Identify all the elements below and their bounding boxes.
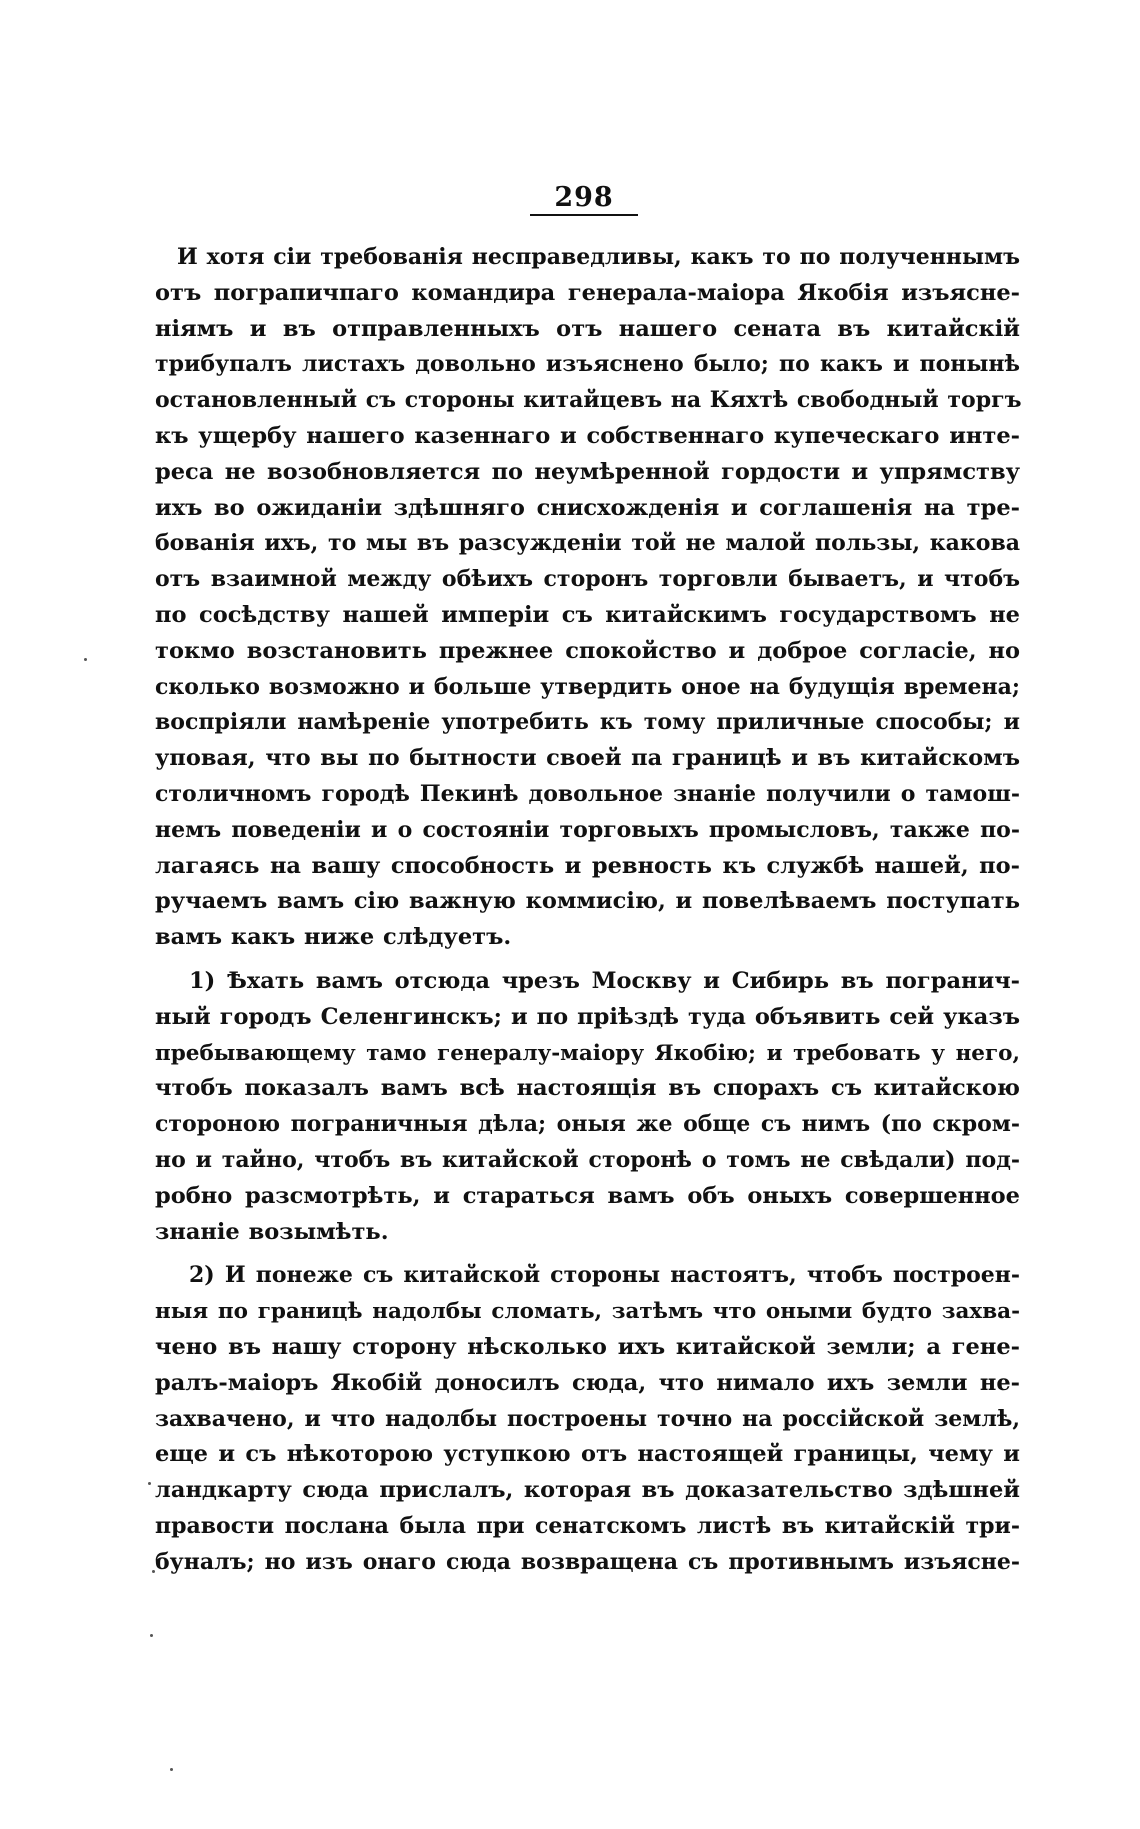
paragraph-item-1	[155, 964, 1020, 1250]
text-line: пребывающему тамо генералу-маіору Якобію; и требовать у него,	[155, 1040, 1020, 1066]
body-text	[155, 240, 1020, 1580]
paragraph-gap	[155, 1250, 1020, 1258]
text-line: захвачено, и что надолбы построены точно на россійской землѣ,	[155, 1405, 1020, 1432]
page-number-rule	[530, 214, 638, 216]
text-line: чено въ нашу сторону нѣсколько ихъ китайской земли; а гене-	[155, 1333, 1020, 1360]
text-line: ралъ-маіоръ Якобій доносилъ сюда, что нимало ихъ земли не-	[155, 1369, 1020, 1396]
text-line: токмо возстановить прежнее спокойство и доброе согласіе, но	[155, 637, 1020, 664]
scan-speck	[150, 1634, 153, 1637]
text-line: воспріяли намѣреніе употребить къ тому приличные способы; и	[155, 709, 1020, 736]
paragraph-item-2	[155, 1258, 1020, 1580]
text-line: робно разсмотрѣть, и стараться вамъ объ оныхъ совершенное	[155, 1182, 1020, 1209]
text-line: ручаемъ вамъ сію важную коммисію, и повелѣваемъ поступать	[155, 888, 1020, 915]
text-line: уповая, что вы по бытности своей па границѣ и въ китайскомъ	[155, 745, 1020, 772]
text-line: стороною пограничныя дѣла; оныя же обще съ нимъ (по скром-	[155, 1111, 1020, 1138]
text-line: буналъ; но изъ онаго сюда возвращена съ противнымъ изъясне-	[155, 1548, 1020, 1575]
text-line: 2) И понеже съ китайской стороны настоятъ, чтобъ построен-	[189, 1262, 1020, 1289]
text-line: ніямъ и въ отправленныхъ отъ нашего сената въ китайскій	[155, 315, 1020, 342]
text-line: отъ взаимной между обѣихъ сторонъ торговли бываетъ, и чтобъ	[155, 566, 1020, 593]
text-line: но и тайно, чтобъ въ китайской сторонѣ о томъ не свѣдали) под-	[155, 1146, 1020, 1173]
scan-speck	[84, 658, 87, 661]
text-line: чтобъ показалъ вамъ всѣ настоящія въ спорахъ съ китайскою	[155, 1075, 1020, 1102]
page-number: 298	[554, 182, 614, 213]
text-line: ихъ во ожиданіи здѣшняго снисхожденія и соглашенія на тре-	[155, 494, 1020, 521]
text-line: правости послана была при сенатскомъ листѣ въ китайскій три-	[155, 1512, 1020, 1539]
text-line: отъ пограпичпаго командира генерала-маіора Якобія изъясне-	[155, 279, 1020, 306]
scan-speck	[170, 1768, 173, 1771]
text-line: вамъ какъ ниже слѣдуетъ.	[155, 924, 512, 951]
text-line: лагаясь на вашу способность и ревность къ службѣ нашей, по-	[155, 852, 1020, 879]
text-line: къ ущербу нашего казеннаго и собственнаго купеческаго инте-	[155, 422, 1020, 449]
text-line: 1) Ѣхать вамъ отсюда чрезъ Москву и Сибирь въ погранич-	[189, 967, 1020, 994]
scan-speck	[152, 1570, 155, 1573]
text-line: ландкарту сюда прислалъ, которая въ доказательство здѣшней	[155, 1477, 1020, 1504]
text-line: столичномъ городѣ Пекинѣ довольное знаніе получили о тамош-	[155, 780, 1020, 807]
text-line: немъ поведеніи и о состояніи торговыхъ промысловъ, также по-	[155, 816, 1020, 843]
text-line: бованія ихъ, то мы въ разсужденіи той не малой пользы, какова	[155, 530, 1020, 557]
text-line: ный городъ Селенгинскъ; и по пріѣздѣ туда объявить сей указъ	[155, 1003, 1020, 1030]
scan-speck	[148, 1482, 151, 1485]
text-line: знаніе возымѣть.	[155, 1218, 389, 1245]
text-line: остановленный съ стороны китайцевъ на Кяхтѣ свободный торгъ	[155, 387, 1022, 414]
text-line: И хотя сіи требованія несправедливы, какъ то по полученнымъ	[177, 244, 1020, 270]
text-line: еще и съ нѣкоторою уступкою отъ настоящей границы, чему и	[155, 1441, 1020, 1468]
text-line: ныя по границѣ надолбы сломать, затѣмъ что оными будто захва-	[155, 1299, 1020, 1325]
text-line: сколько возможно и больше утвердить оное на будущія времена;	[155, 673, 1020, 700]
paragraph-gap	[155, 956, 1020, 964]
paragraph-intro	[155, 240, 1020, 956]
text-line: трибупалъ листахъ довольно изъяснено было; по какъ и понынѣ	[155, 351, 1020, 378]
text-line: реса не возобновляется по неумѣренной гордости и упрямству	[155, 458, 1020, 485]
text-line: по сосѣдству нашей имперіи съ китайскимъ государствомъ не	[155, 601, 1020, 628]
